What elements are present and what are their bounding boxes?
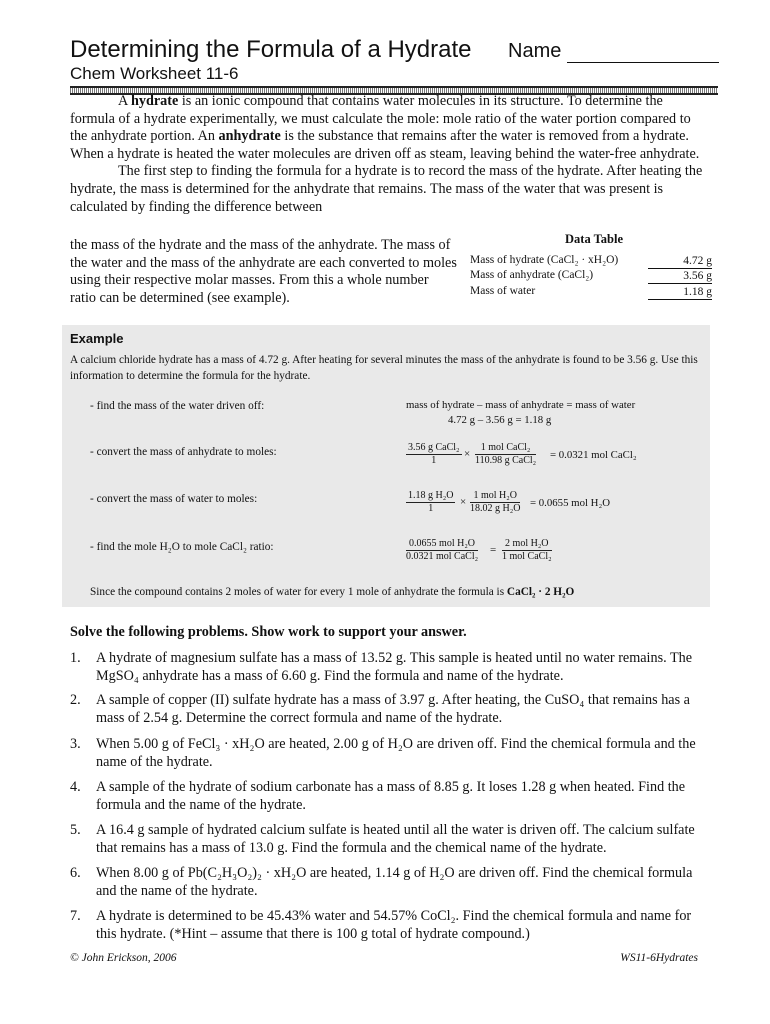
example-box (62, 325, 710, 607)
problem-item: 5. A 16.4 g sample of hydrated calcium sulfate is heated until all the water is driven off. The calcium sulfate that remains has a mass of 13.0 g. Find the formula and the chemical name of the hydrate. (70, 822, 695, 856)
fraction: 0.0655 mol H₂O 0.0321 mol CaCl₂ (406, 538, 479, 562)
equals-sign: = (490, 544, 497, 556)
problem-item: 6. When 8.00 g of Pb(C₂H₃O₂)₂ · xH₂O are heated, 1.14 g of H₂O are driven off. Find the chemical formula and the name of the hydrate. (70, 865, 693, 899)
example-heading: Example (70, 331, 124, 346)
step-label: - convert the mass of water to moles: (90, 493, 258, 505)
name-field (508, 40, 719, 63)
name-blank-line[interactable] (567, 44, 719, 63)
problem-item: 1. A hydrate of magnesium sulfate has a mass of 13.52 g. This sample is heated until no water remains. The MgSO₄ anhydrate has a mass of 6.60 g. Find the formula and name of the hydrate. (70, 650, 693, 684)
data-table-label: Mass of hydrate (CaCl₂ · xH₂O) (470, 254, 619, 266)
times-sign: × (464, 448, 471, 460)
fraction: 1 mol H₂O 18.02 g H₂O (470, 490, 521, 514)
data-table-value: 1.18 g (648, 285, 712, 300)
problem-item: 7. A hydrate is determined to be 45.43% water and 54.57% CoCl₂. Find the chemical formula and name for this hydrate. (*Hint – assume that there is 100 g total of hydrate compound.) (70, 908, 692, 942)
fraction: 2 mol H₂O 1 mol CaCl₂ (502, 538, 552, 562)
problem-item: 4. A sample of the hydrate of sodium carbonate has a mass of 8.85 g. It loses 1.28 g when heated. Find the formula and the name of the hydrate. (70, 779, 686, 813)
times-sign: × (460, 496, 467, 508)
intro-text (70, 93, 710, 216)
fraction: 3.56 g CaCl₂ 1 (408, 442, 460, 466)
water-moles: = 0.0655 mol H₂O (530, 497, 611, 509)
problems-heading: Solve the following problems. Show work to support your answer. (70, 624, 467, 640)
document-id: WS11-6Hydrates (620, 952, 698, 964)
data-table-value: 3.56 g (648, 269, 712, 284)
problem-item: 2. A sample of copper (II) sulfate hydrate has a mass of 3.97 g. After heating, the CuSO₄ that remains has a mass of 2.54 g. Determine the correct formula and name of the hydrate. (70, 692, 690, 726)
page-title: Determining the Formula of a Hydrate (70, 36, 472, 63)
data-table-title: Data Table (565, 232, 624, 246)
intro-paragraph-2: The first step to finding the formula for a hydrate is to record the mass of the hydrate. After heating the hydrate, the mass is determined for the anhydrate that remains. The mass of the water that was present is calculated by finding the difference between (70, 163, 703, 215)
intro-paragraph-1: A hydrate is an ionic compound that contains water molecules in its structure. To determine the formula of a hydrate experimentally, we must calculate the mole: mole ratio of the water portion compared to the anhydrate portion. An anhydrate is the substance that remains after the water is removed from a hydrate. When a hydrate is heated the water molecules are driven off as steam, leaving behind the water-free anhydrate. (70, 93, 700, 162)
fraction: $\frac{\text{1.18 g H₂O}}{1}$ (408, 490, 454, 514)
step-label: - find the mole H₂O to mole CaCl₂ ratio: (90, 541, 274, 553)
data-table-value: 4.72 g (648, 254, 712, 269)
data-table-label: Mass of anhydrate (CaCl₂) (470, 269, 594, 281)
hydrate-term: hydrate (131, 93, 179, 109)
intro-paragraph-3: the mass of the hydrate and the mass of the anhydrate. The mass of the water and the mass of the anhydrate are each converted to moles using their respective molar masses. From this a whole number ratio can be determined (see example). (70, 237, 457, 306)
copyright: © John Erickson, 2006 (70, 952, 177, 964)
anhydrate-moles: = 0.0321 mol CaCl₂ (550, 449, 637, 461)
final-formula: CaCl₂ · 2 H₂O (506, 586, 575, 598)
data-table-label: Mass of water (470, 285, 536, 297)
fraction: 1 mol CaCl₂ 110.98 g CaCl₂ (475, 442, 537, 466)
worksheet-subtitle: Chem Worksheet 11-6 (70, 64, 239, 83)
anhydrate-term: anhydrate (218, 128, 281, 145)
step-label: - convert the mass of anhydrate to moles: (90, 446, 277, 458)
example-text: A calcium chloride hydrate has a mass of 4.72 g. After heating for several minutes the mass of the anhydrate is found to be 3.56 g. Use this information to determine the formula for the hydrate. (70, 354, 698, 382)
example-conclusion: Since the compound contains 2 moles of water for every 1 mole of anhydrate the formula is CaCl₂ · 2 H₂O (90, 586, 575, 598)
step-label: - find the mass of the water driven off: (90, 400, 265, 412)
water-mass-result: 4.72 g – 3.56 g = 1.18 g (448, 414, 552, 426)
name-label: Name (508, 40, 562, 62)
water-mass-equation: mass of hydrate – mass of anhydrate = mass of water (406, 399, 636, 411)
problem-item: 3. When 5.00 g of FeCl₃ · xH₂O are heated, 2.00 g of H₂O are driven off. Find the chemical formula and the name of the hydrate. (70, 736, 696, 770)
